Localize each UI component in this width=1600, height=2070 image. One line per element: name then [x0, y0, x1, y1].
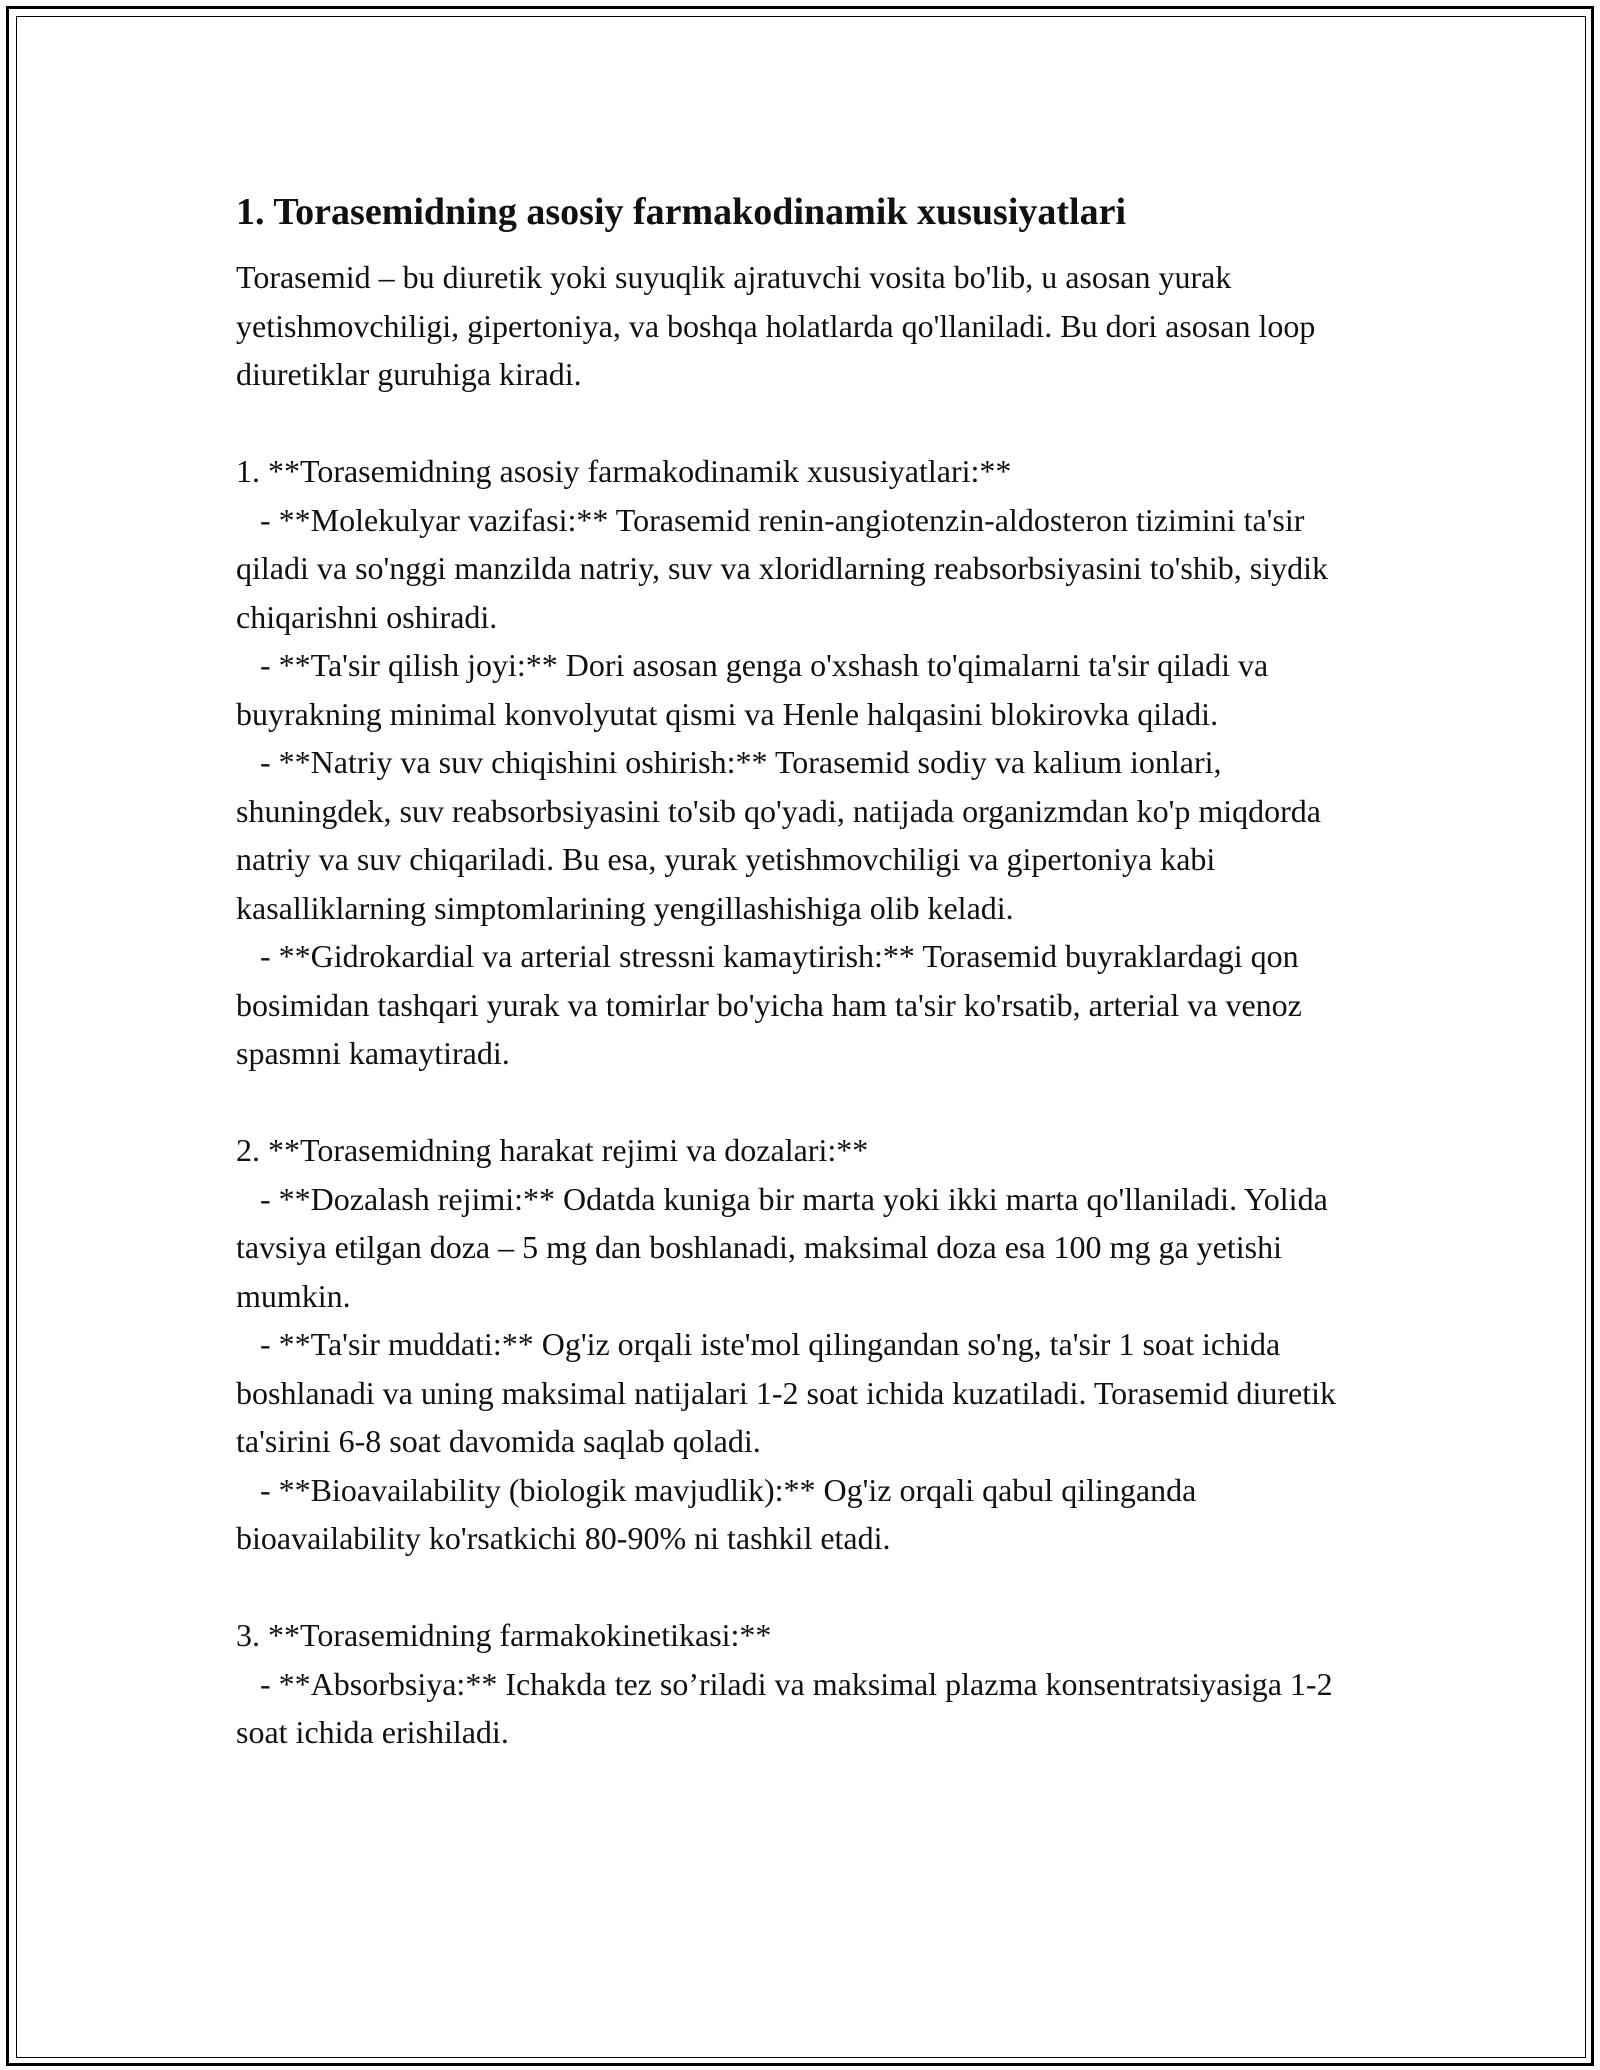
section-2-item: - **Dozalash rejimi:** Odatda kuniga bir marta yoki ikki marta qo'llaniladi. Yolida tavsiya etilgan doza – 5 mg dan boshlanadi, maksimal doza esa 100 mg ga yetishi mumkin.	[236, 1180, 1336, 1314]
document-title: 1. Torasemidning asosiy farmakodinamik xususiyatlari	[236, 191, 1127, 233]
section-1-item: - **Ta'sir qilish joyi:** Dori asosan genga o'xshash to'qimalarni ta'sir qiladi va buyrakning minimal konvolyutat qismi va Henle halqasini blokirovka qiladi.	[236, 647, 1277, 732]
section-1-item: - **Natriy va suv chiqishini oshirish:** Torasemid sodiy va kalium ionlari, shuningdek, suv reabsorbsiyasini to'sib qo'yadi, natijada organizmdan ko'p miqdorda natriy va suv chiqariladi. Bu esa, yurak yetishmovchiligi va gipertoniya kabi kasalliklarning simptomlarining yengillashishiga olib keladi.	[236, 744, 1329, 926]
section-1-item: - **Gidrokardial va arterial stressni kamaytirish:** Torasemid buyraklardagi qon bosimidan tashqari yurak va tomirlar bo'yicha ham ta'sir ko'rsatib, arterial va venoz spasmni kamaytiradi.	[236, 938, 1310, 1071]
paragraph-gap	[236, 1078, 1356, 1127]
document-body	[236, 186, 1356, 1757]
section-1-item: - **Molekulyar vazifasi:** Torasemid renin-angiotenzin-aldosteron tizimini ta'sir qiladi va so'nggi manzilda natriy, suv va xloridlarning reabsorbsiyasini to'shib, siydik chiqarishni oshiradi.	[236, 501, 1336, 635]
paragraph-gap	[236, 1563, 1356, 1612]
section-3-heading: 3. **Torasemidning farmakokinetikasi:**	[236, 1617, 772, 1653]
section-2-heading: 2. **Torasemidning harakat rejimi va dozalari:**	[236, 1132, 869, 1168]
paragraph-gap	[236, 399, 1356, 448]
section-2-item: - **Bioavailability (biologik mavjudlik):** Og'iz orqali qabul qilinganda bioavailability ko'rsatkichi 80-90% ni tashkil etadi.	[236, 1471, 1205, 1556]
section-2-item: - **Ta'sir muddati:** Og'iz orqali iste'mol qilingandan so'ng, ta'sir 1 soat ichida boshlanadi va uning maksimal natijalari 1-2 soat ichida kuzatiladi. Torasemid diuretik ta'sirini 6-8 soat davomida saqlab qoladi.	[236, 1326, 1344, 1459]
intro-paragraph: Torasemid – bu diuretik yoki suyuqlik ajratuvchi vosita bo'lib, u asosan yurak yetishmovchiligi, gipertoniya, va boshqa holatlarda qo'llaniladi. Bu dori asosan loop diuretiklar guruhiga kiradi.	[236, 259, 1324, 392]
section-3-item: - **Absorbsiya:** Ichakda tez so’riladi va maksimal plazma konsentratsiyasiga 1-2 soat ichida erishiladi.	[236, 1665, 1341, 1750]
section-1-heading: 1. **Torasemidning asosiy farmakodinamik xususiyatlari:**	[236, 453, 1012, 489]
